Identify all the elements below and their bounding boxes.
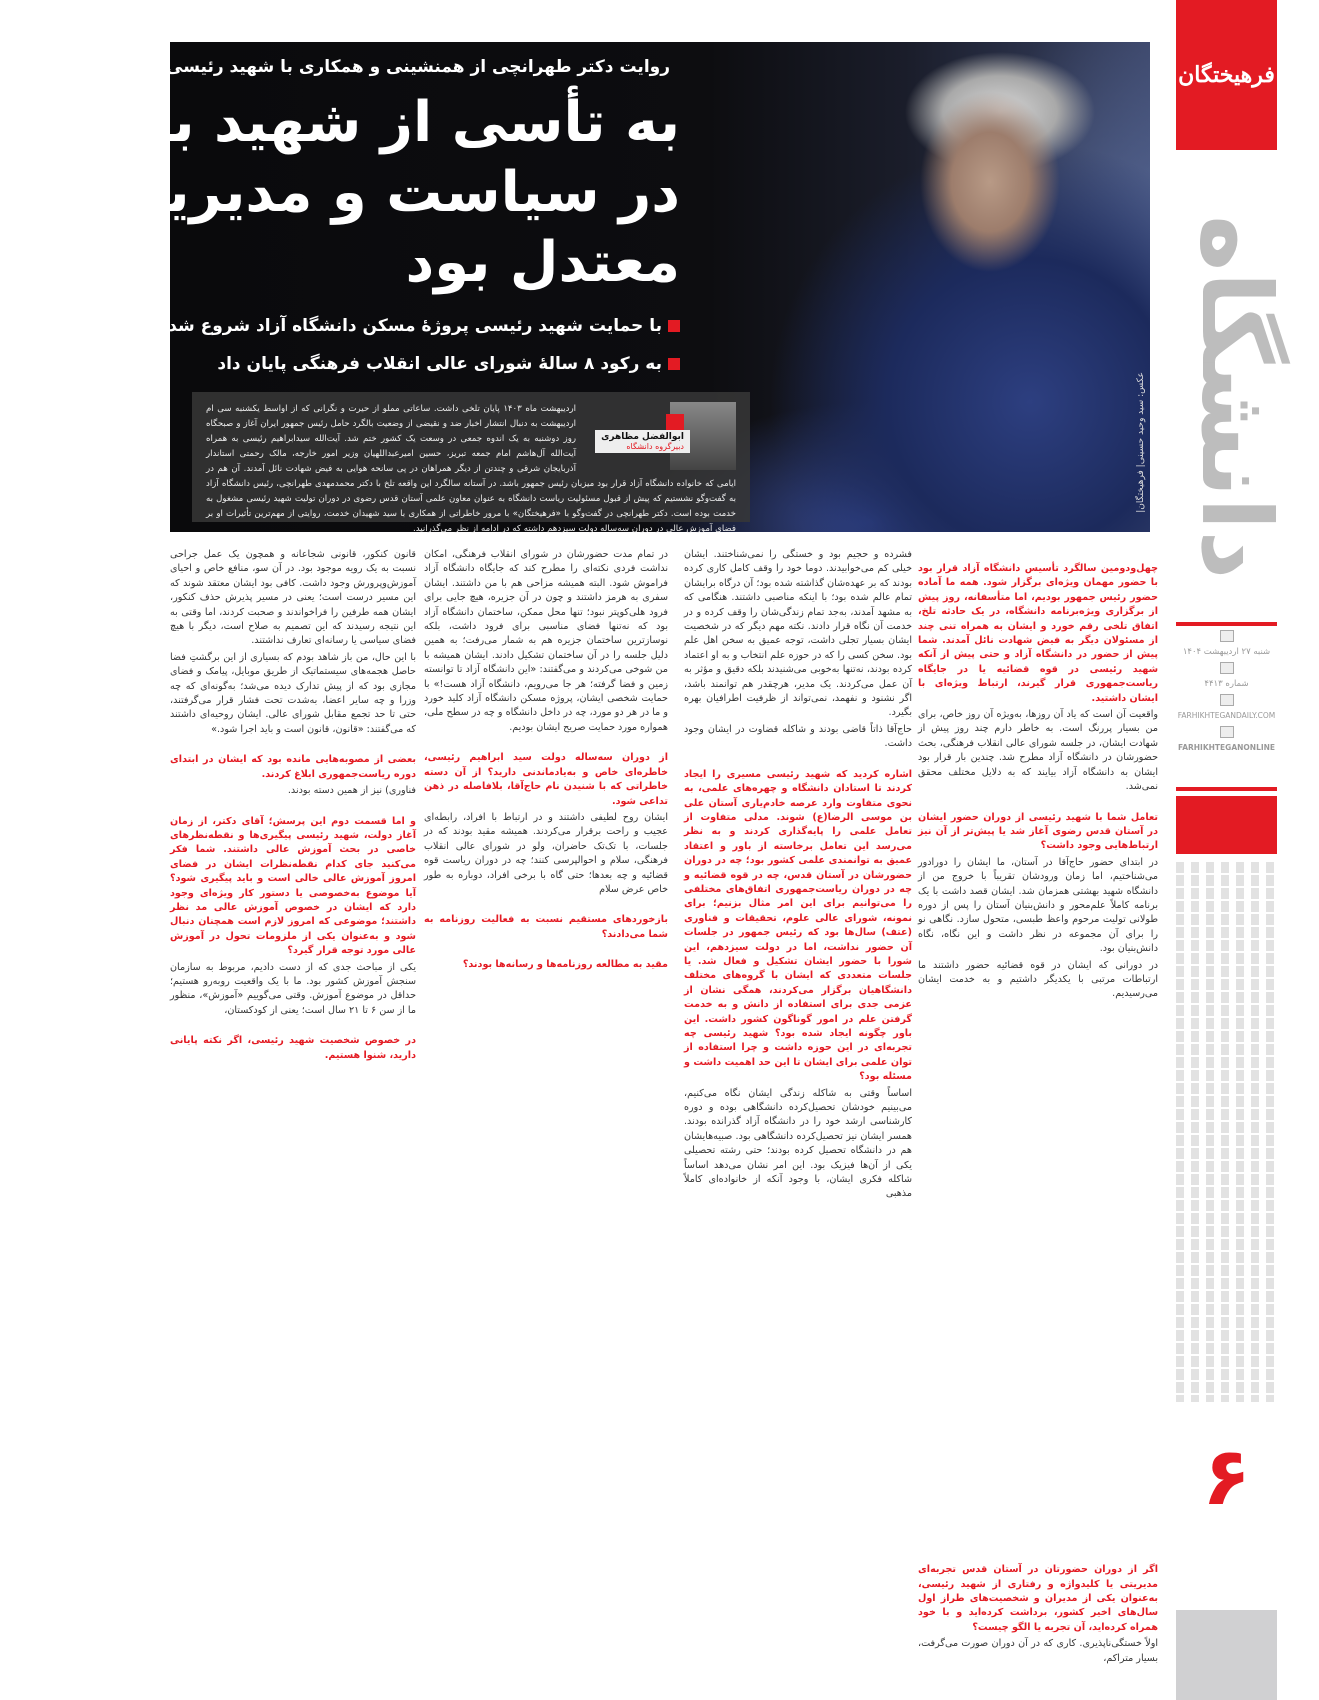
web-icon xyxy=(1176,694,1277,706)
body-paragraph: فناوری) نیز از همین دسته بودند. xyxy=(287,785,416,797)
author-title: دبیرگروه دانشگاه xyxy=(626,442,684,451)
issue-number: شماره ۴۴۱۳ xyxy=(1204,679,1249,689)
author-byline xyxy=(586,402,736,470)
body-paragraph: یکی از مباحث جدی که از دست دادیم، مربوط به سازمان سنجش آموزش کشور بود. ما با یک واقعیت روبه‌رو هستیم؛ حداقل در موضوع آموزش. وقتی می‌گوییم «آموزش»، منظور ما از سن ۶ تا ۲۱ سال است؛ یعنی از کودکستان، xyxy=(170,961,416,1016)
kicker: روایت دکتر طهرانچی از همنشینی و همکاری با شهید رئیسی: xyxy=(159,57,670,77)
body-paragraph: در ابتدای حضور حاج‌آقا در آستان، ما ایشان را دورادور می‌شناختیم، اما زمان ورودشان تقریباً با خروج من از دانشگاه شهید بهشتی همزمان شد. ایشان قصد داشت با یک برنامه کاملاً علم‌محور و دانش‌بنیان آستان را پس از دوره طولانی تولیت مرحوم واعظ طبسی، متحول سازد. نگاهی نو را برای آن مجموعه در نظر داشت و این نگاه، نگاه دانش‌بنیان بود. xyxy=(918,856,1158,955)
headline-line-2: در سیاست و مدیریت xyxy=(109,160,680,225)
hero-photo xyxy=(0,42,1150,534)
qr-icon xyxy=(1176,726,1277,738)
bullet-text: به رکود ۸ سالۀ شورای عالی انقلاب فرهنگی پایان داد xyxy=(217,354,662,374)
interview-question: مقید به مطالعه روزنامه‌ها و رسانه‌ها بودند؟ xyxy=(462,959,668,971)
body-paragraph: حاج‌آقا ذاتاً قاضی بودند و شاکله قضاوت در ایشان وجود داشت. xyxy=(684,723,912,750)
decorative-stripes xyxy=(1176,862,1277,1402)
interview-question: بعضی از مصوبه‌هایی مانده بود که ایشان در ابتدای دوره ریاست‌جمهوری ابلاغ کردند. xyxy=(170,754,416,780)
subhead-bullet-2 xyxy=(217,352,680,376)
article-column-3 xyxy=(424,548,668,1668)
issue-icon xyxy=(1176,662,1277,674)
divider xyxy=(1176,787,1277,791)
headline-line-3: معتدل بود xyxy=(405,230,680,295)
red-square-icon xyxy=(668,358,680,370)
interview-question: تعامل شما با شهید رئیسی از دوران حضور ایشان در آستان قدس رضوی آغاز شد یا پیش‌تر از آن نیز ارتباط‌هایی وجود داشت؟ xyxy=(918,811,1158,852)
interview-question: در خصوص شخصیت شهید رئیسی، اگر نکته پایانی دارید، شنوا هستیم. xyxy=(170,1035,416,1061)
grey-block xyxy=(1176,1610,1277,1700)
body-paragraph: ایشان روح لطیفی داشتند و در ارتباط با افراد، رابطه‌ای عجیب و راحت برقرار می‌کردند. همیشه مقید بودند که در جلسات، با تک‌تک حاضران، ولو در شورای عالی انقلاب فرهنگی، سلام و احوالپرسی کنند؛ چه در دوران ریاست قوه قضائیه و چه بعدها؛ حتی گاه با برخی افراد، دوباره به طور خاص عرض سلام xyxy=(424,811,668,895)
article-column-4 xyxy=(170,548,416,1668)
body-paragraph: قانون کنکور، قانونی شجاعانه و همچون یک عمل جراحی نسبت به یک رویه موجود بود. در آن سو، منافع خاص و احیای آموزش‌وپرورش وجود داشت. کافی بود ایشان معتقد شوند که این مسیر درست است؛ یعنی در مسیر پذیرش حذف کنکور، ایشان همه طرفین را فراخواندند و صحبت کردند، اما وقتی به این نتیجه رسیدند که این تصمیم به صلاح است، دیگر با هیچ فضای سیاسی یا رسانه‌ای تعارف نداشتند. xyxy=(170,549,416,647)
social-handle: FARHIKHTEGANONLINE xyxy=(1177,743,1276,752)
interview-question: اشاره کردید که شهید رئیسی مسیری را ایجاد کردند تا استادان دانشگاه و چهره‌های علمی، به نحوی متفاوت وارد عرصه خادم‌یاری آستان علی بن موسی الرضا(ع) شوند. مدلی متفاوت از تعامل علمی را پایه‌گذاری کردند و به نظر می‌رسد این تعامل برخاسته از باور و اعتقاد عمیق به توانمندی علمی کشور بود؛ چه در دوران حضورشان در آستان قدس، چه در قوه قضائیه و چه در دوران ریاست‌جمهوری اتفاق‌های مختلفی را می‌توانیم برای این امر مثال بزنیم؛ برای نمونه، شورای عالی علوم، تحقیقات و فناوری (عتف) سال‌ها بود که رئیس جمهور در جلسات آن حضور نداشت، اما در دولت سیزدهم، این شورا با حضور ایشان تشکیل و فعال شد. یا جلسات متعددی که ایشان با گروه‌های مختلف دانشگاهیان برگزار می‌کردند، همگی نشان از عزمی جدی برای استفاده از دانش و به خدمت گرفتن علم در امور گوناگون کشور داشت. این باور چگونه ایجاد شده بود؟ شهید رئیسی چه تجربه‌ای در این حوزه داشت و چرا استفاده از توان علمی برای ایشان تا این حد اهمیت داشت و مسئله بود؟ xyxy=(684,768,912,1083)
headline-line-1: به تأسی از شهید بهشتی xyxy=(0,90,680,155)
body-paragraph: در تمام مدت حضورشان در شورای انقلاب فرهنگی، امکان نداشت فردی نکته‌ای را مطرح کند که جایگاه دانشگاه آزاد فراموش شود. البته همیشه مزاحی هم با من داشتند. ایشان سفری به هرمز داشتند و چون در آن جزیره، هیچ جایی برای فرود هلی‌کوپتر نبود؛ تنها محل ممکن، ساختمان دانشگاه آزاد بود که نه‌تنها فضای مناسبی برای فرود داشت، بلکه نوسازترین ساختمان جزیره هم به شمار می‌رفت؛ به همین دلیل جلسه را در آن ساختمان تشکیل دادند. ایشان همیشه با من شوخی می‌کردند و می‌گفتند: «این دانشگاه آزاد تا توانسته زمین و فضا گرفته؛ هر جا می‌رویم، دانشگاه آزاد هست!» با حمایت شخصی ایشان، پروژه مسکن دانشگاه آزاد کلید خورد و ما در هر دو مورد، چه در داخل دانشگاه و چه در سطح ملی، همواره مورد حمایت صریح ایشان بودیم. xyxy=(424,549,668,733)
intro-box xyxy=(192,392,750,534)
calendar-icon xyxy=(1176,630,1277,642)
body-paragraph: با این حال، من باز شاهد بودم که بسیاری از این برگشتِ فضا حاصل هجمه‌های سیستماتیک از طریق موبایل، پیامک و فضای مجازی بود که از پیش تدارک دیده می‌شد؛ به‌گونه‌ای که چه وزرا و چه سایر اعضا، به‌شدت تحت فشار قرار می‌گرفتند، حتی تا حد تجمع مقابل شورای عالی. ایشان روحیه‌ای داشتند که می‌گفتند: «قانون، قانون است و باید اجرا شود.» xyxy=(170,651,416,735)
bullet-text: با حمایت شهید رئیسی پروژۀ مسکن دانشگاه آزاد شروع شد xyxy=(168,316,662,336)
red-square-icon xyxy=(668,320,680,332)
article-column-1 xyxy=(918,548,1158,1668)
issue-info xyxy=(1176,630,1277,754)
interview-question: بازخوردهای مستقیم نسبت به فعالیت روزنامه به شما می‌دادند؟ xyxy=(424,914,668,940)
interview-question: از دوران سه‌ساله دولت سید ابراهیم رئیسی، خاطره‌ای خاص و به‌یادماندنی دارید؟ از آن دسته خاطراتی که با شنیدن نام حاج‌آقا، بلافاصله در ذهن تداعی شود. xyxy=(424,752,668,807)
section-title: دانشگاه xyxy=(1180,215,1292,580)
body-paragraph: واقعیت آن است که یاد آن روزها، به‌ویژه آن روز خاص، برای من بسیار پررنگ است. به خاطر دارم چند روز پیش از شهادت ایشان، در جلسه شورای عالی انقلاب فرهنگی، بحث حضورشان در دانشگاه آزاد مطرح شد. چندین بار قرار بود ایشان به دانشگاه آزاد بیایند که به دلایل مختلف محقق نمی‌شد. xyxy=(918,709,1158,793)
author-tag xyxy=(595,430,690,453)
intro-text: اردیبهشت ماه ۱۴۰۳ پایان تلخی داشت. ساعاتی مملو از حیرت و نگرانی که از اواسط یکشنبه سی ام اردیبهشت به دنبال انتشار اخبار ضد و نقیضی از وضعیت بالگرد حامل رئیس جمهور ایران آغاز و صبحگاه روز دوشنبه به یک اندوه جمعی در وسعت یک کشور ختم شد. آیت‌الله سیدابراهیم رئیسی به همراه آیت‌الله آل‌هاشم امام جمعه تبریز، حسین امیرعبداللهیان وزیر امور خارجه، مالک رحمتی استاندار آذربایجان شرقی و چندتن از دیگر همراهان در پی سانحه هوایی به فیض شهادت نائل آمدند. آن هم در ایامی که خانواده دانشگاه آزاد قرار بود میزبان رئیس جمهور باشد. در آستانه سالگرد این واقعه تلخ با دکتر محمدمهدی طهرانچی، رئیس دانشگاه آزاد به گفت‌وگو نشستیم که پیش از قبول مسئولیت ریاست دانشگاه به عنوان معاون علمی آستان قدس رضوی در دوران تولیت شهید رئیسی مشغول به خدمت بوده است. دکتر طهرانچی در گفت‌وگو با «فرهیختگان» با مرور خاطراتی از همکاری با سید شهیدان خدمت، روایتی از مهم‌ترین تأثیرات او بر فضای آموزش عالی در دوران سه‌ساله دولت سیزدهم داشته که در ادامه از نظر می‌گذرانید. xyxy=(206,404,736,534)
issue-date: شنبه ۲۷ اردیبهشت ۱۴۰۴ xyxy=(1182,647,1271,657)
interview-question: اگر از دوران حضورتان در آستان قدس تجربه‌ای مدیریتی یا کلیدواژه و رفتاری از شهید رئیسی، به‌عنوان یکی از مدیران و شخصیت‌های طراز اول سال‌های اخیر کشور، برداشت کرده‌اید و با خود همراه کرده‌اید، آن تجربه یا الگو چیست؟ xyxy=(918,1564,1158,1633)
interview-question: چهل‌ودومین سالگرد تأسیس دانشگاه آزاد قرار بود با حضور مهمان ویژه‌ای برگزار شود. همه ما آماده حضور رئیس جمهور بودیم، اما متأسفانه، روز پیش از برگزاری ویژه‌برنامه دانشگاه، در یک حادثه تلخ، اتفاق تلخی رقم خورد و ایشان به همراه تنی چند از مسئولان دیگر به فیض شهادت نائل آمدند. شما پیش از حضور در دانشگاه آزاد و حتی پیش از آنکه شهید رئیسی در قوه قضائیه یا در جایگاه ریاست‌جمهوری قرار گیرند، ارتباط ویژه‌ای با ایشان داشتید. xyxy=(918,563,1158,704)
author-name: ابوالفضل مظاهری xyxy=(601,432,684,442)
body-paragraph: در دورانی که ایشان در قوه قضائیه حضور داشتند ما ارتباطات مرتبی با یکدیگر داشتیم و به خدمت ایشان می‌رسیدیم. xyxy=(918,959,1158,1000)
divider xyxy=(1176,622,1277,626)
body-paragraph: فشرده و حجیم بود و خستگی را نمی‌شناختند. ایشان خیلی کم می‌خوابیدند. دوما خود را وقف کامل کاری کرده بودند که بر عهده‌شان گذاشته شده بود؛ آن درگاه برایشان تمام عالم شده بود؛ با اینکه مناصبی داشتند. هنگامی که به مشهد آمدند، به‌جد تمام زندگی‌شان را وقف کرده و در خدمت آن نگاه قرار دادند. نکته مهم دیگر که در شخصیت ایشان بسیار تجلی داشت، توجه عمیق به سخن اهل علم بود. سخن کسی را که در حوزه علم انتخاب و به او اعتماد کرده بودند، نه‌تنها به‌خوبی می‌شنیدند بلکه دقیق و مؤثر به آن عمل می‌کردند. یک مدیر، هرچقدر هم توانمند باشد، اگر نشنود و نفهمد، نمی‌تواند از ظرفیت اطرافیان بهره بگیرد. xyxy=(684,549,912,719)
interview-question: و اما قسمت دوم این پرسش؛ آقای دکتر، از زمان آغاز دولت، شهید رئیسی پیگیری‌ها و نقطه‌نظرهای خاصی در بحث آموزش عالی داشتند. شما فکر می‌کنید جای کدام نقطه‌نظرات ایشان در فضای امروز آموزش عالی خالی است و باید پیگیری شود؟ آیا موضوع به‌خصوصی یا دستور کار ویژه‌ای وجود دارد که ایشان در خصوص آموزش عالی مد نظر داشتند؛ موضوعی که امروز لازم است همچنان دنبال شود و به‌عنوان یکی از ملزومات تحول در آموزش عالی مورد توجه قرار گیرد؟ xyxy=(170,815,416,957)
newspaper-logo: فرهیختگان xyxy=(1176,0,1277,150)
article-column-2 xyxy=(684,548,912,1668)
subhead-bullet-1 xyxy=(168,314,680,338)
body-paragraph: اولاً خستگی‌ناپذیری. کاری که در آن دوران صورت می‌گرفت، بسیار متراکم، xyxy=(918,1638,1158,1664)
page-number: ۶ xyxy=(1202,1430,1251,1523)
red-block xyxy=(1176,796,1277,854)
photo-credit: عکس: سید وحید حسینی| فرهیختگان| xyxy=(1136,372,1146,513)
body-paragraph: اساساً وقتی به شاکله زندگی ایشان نگاه می‌کنیم، می‌بینیم خودشان تحصیل‌کرده دانشگاهی بوده و دوره کارشناسی ارشد خود را در دانشگاه آزاد گذرانده بودند. همسر ایشان نیز تحصیل‌کرده دانشگاهی بود. صبیه‌هایشان هم در دانشگاه تحصیل کرده بودند؛ حتی رشته تحصیلی یکی از آن‌ها فیزیک بود. این امر نشان می‌دهد اساساً شاکله فکری ایشان، با وجود آنکه از خانواده‌ای کاملاً مذهبی xyxy=(684,1087,912,1200)
website-link[interactable]: FARHIKHTEGANDAILY.COM xyxy=(1177,711,1276,720)
